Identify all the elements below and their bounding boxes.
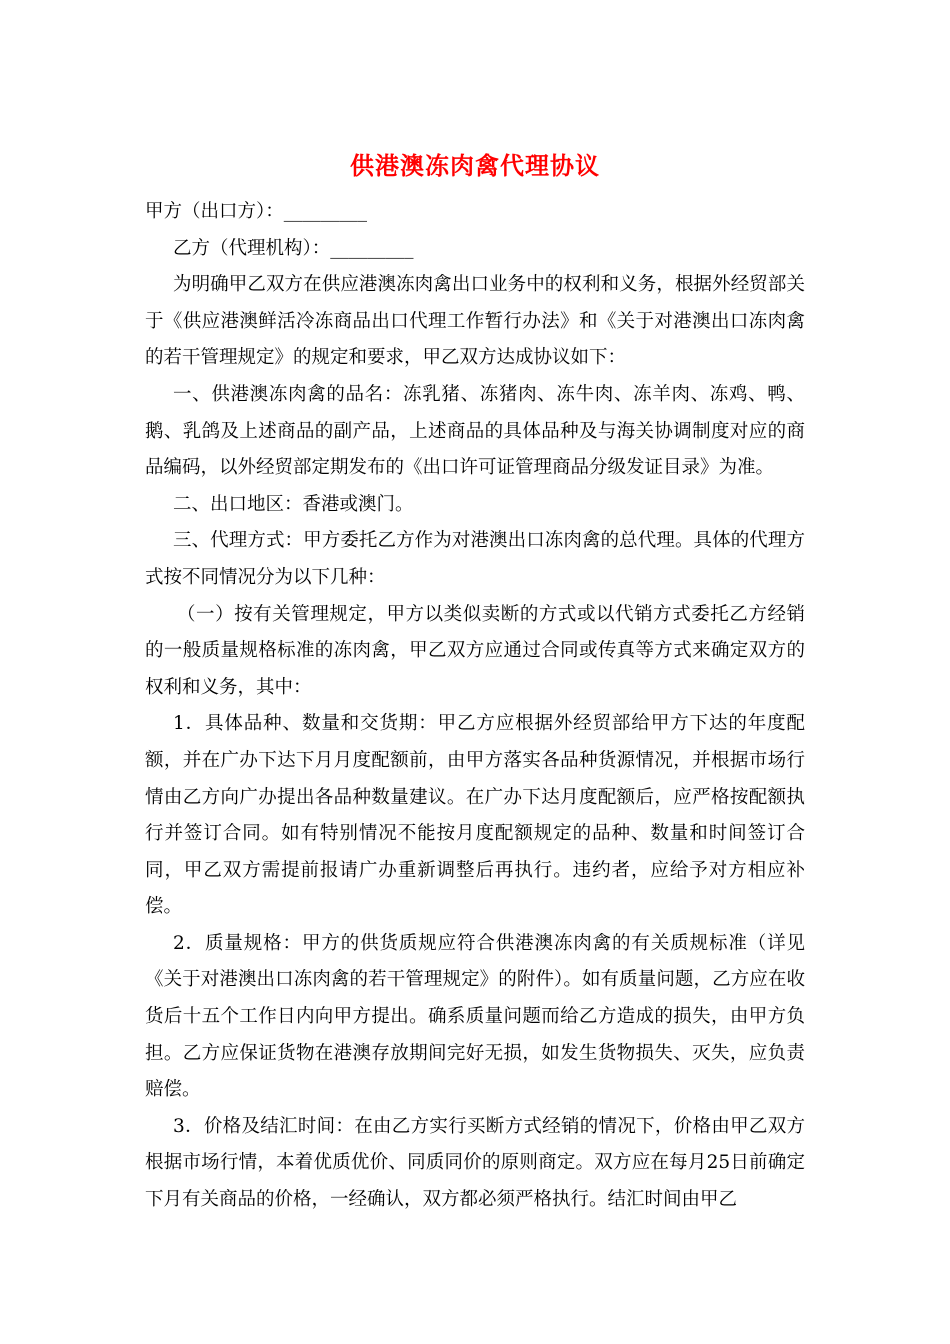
- clause-1-product-names: 一、供港澳冻肉禽的品名：冻乳猪、冻猪肉、冻牛肉、冻羊肉、冻鸡、鸭、鹅、乳鸽及上述商品的副产品，上述商品的具体品种及与海关协调制度对应的商品编码，以外经贸部定期发布的《出口许可证管理商品分级发证目录》为准。: [145, 383, 805, 479]
- party-b-line: 乙方（代理机构）：_________: [173, 237, 414, 259]
- party-a-line: 甲方（出口方）：_________: [145, 201, 368, 222]
- subclause-1-general-goods: （一）按有关管理规定，甲方以类似卖断的方式或以代销方式委托乙方经销的一般质量规格标准的冻肉禽，甲乙双方应通过合同或传真等方式来确定双方的权利和义务，其中：: [145, 603, 805, 698]
- item-1-variety-quantity-delivery: 1．具体品种、数量和交货期：甲乙方应根据外经贸部给甲方下达的年度配额，并在广办下达下月月度配额前，由甲方落实各品种货源情况，并根据市场行情由乙方向广办提出各品种数量建议。在广办下达月度配额后，应严格按配额执行并签订合同。如有特别情况不能按月度配额规定的品种、数量和时间签订合同，甲乙双方需提前报请广办重新调整后再执行。违约者，应给予对方相应补偿。: [145, 713, 805, 918]
- preamble-paragraph: 为明确甲乙双方在供应港澳冻肉禽出口业务中的权利和义务，根据外经贸部关于《供应港澳鲜活冷冻商品出口代理工作暂行办法》和《关于对港澳出口冻肉禽的若干管理规定》的规定和要求，甲乙双方达成协议如下：: [145, 274, 805, 369]
- clause-2-export-region: 二、出口地区：香港或澳门。: [173, 493, 414, 515]
- document-body: [145, 194, 805, 1219]
- document-title: 供港澳冻肉禽代理协议: [350, 151, 600, 180]
- item-2-quality-specs: 2．质量规格：甲方的供货质规应符合供港澳冻肉禽的有关质规标准（详见《关于对港澳出口冻肉禽的若干管理规定》的附件）。如有质量问题，乙方应在收货后十五个工作日内向甲方提出。确系质量问题而给乙方造成的损失，由甲方负担。乙方应保证货物在港澳存放期间完好无损，如发生货物损失、灭失，应负责赔偿。: [145, 932, 805, 1101]
- item-3-price-settlement: 3．价格及结汇时间：在由乙方实行买断方式经销的情况下，价格由甲乙双方根据市场行情，本着优质优价、同质同价的原则商定。双方应在每月25日前确定下月有关商品的价格，一经确认，双方都必须严格执行。结汇时间由甲乙: [145, 1115, 805, 1211]
- clause-3-agency-method: 三、代理方式：甲方委托乙方作为对港澳出口冻肉禽的总代理。具体的代理方式按不同情况分为以下几种：: [145, 530, 805, 588]
